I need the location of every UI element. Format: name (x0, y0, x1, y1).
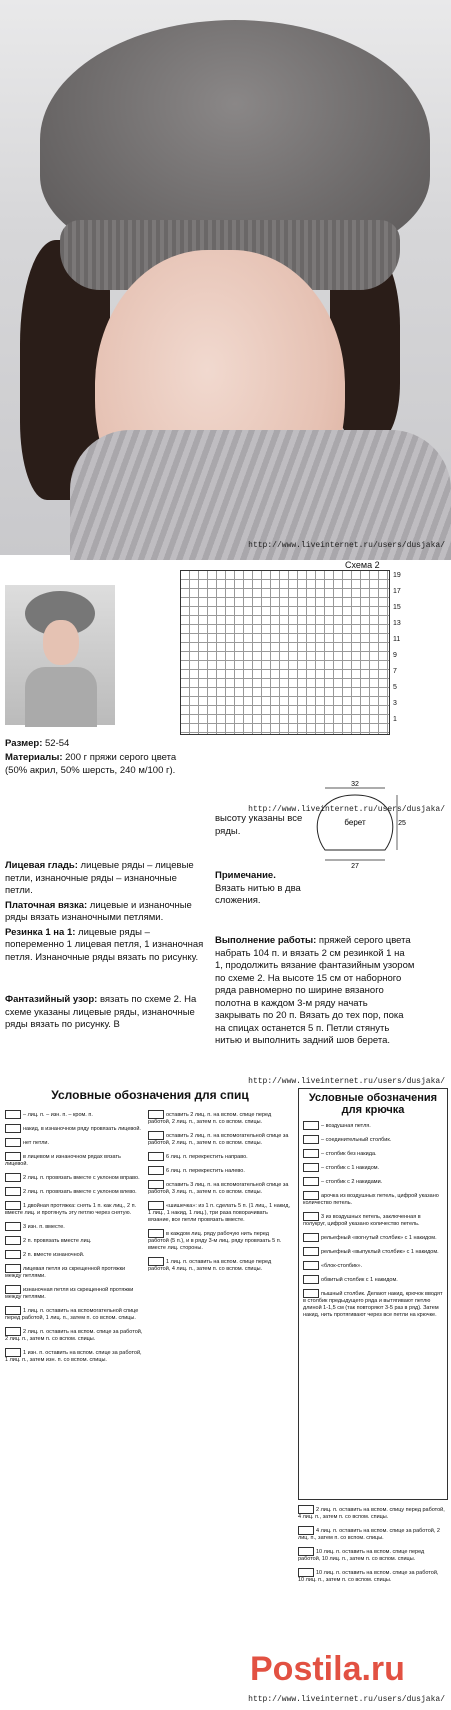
symbol-icon (303, 1233, 319, 1242)
legend-item: лицевая петля из скрещенной протяжки между петлями. (5, 1265, 126, 1279)
symbol-icon (303, 1191, 319, 1200)
row-number: 3 (393, 700, 397, 707)
beret-label: берет (344, 818, 366, 827)
legend-item: – столбик с 1 накидом. (303, 1163, 443, 1172)
para-fantazy: Фантазийный узор: вязать по схеме 2. На схеме указаны лицевые ряды, изнаночные ряды вязать по рисунку. В (5, 994, 197, 1030)
thumbnail-scarf (25, 667, 97, 727)
symbol-icon (148, 1180, 164, 1189)
work-instructions: Выполнение работы: пряжей серого цвета набрать 104 п. и вязать 2 см резинкой 1 на 1, продолжить вязание фантазийным узором по схеме 2. На высоте 15 см от наборного ряда равномерно по ширине вязаного полотна в каждом 3-м ряду начать закрывать по 20 п. Вязать до тех пор, пока на спицах останется 5 п. Петли стянуть нитью и выполнить задний шов берета. (215, 935, 415, 1046)
legend-item: рельефный «вогнутый столбик» с 1 накидом. (303, 1233, 443, 1242)
watermark-1: http://www.liveinternet.ru/users/dusjaka/ (248, 805, 445, 814)
symbol-icon (303, 1163, 319, 1172)
legend-item: оставить 2 лиц. п. на вспомогательной спице за работой, 2 лиц. п., затем п. со вспом. спицы. (148, 1132, 289, 1146)
legend-knit-list-2 (148, 1110, 290, 1278)
beret-bottom-dim: 27 (351, 863, 359, 870)
legend-item: в каждом лиц. ряду рабочую нить перед работой (5 п.), и в ряду 3-м лиц. ряду провязать 5 п. вместе лиц. стороны. (148, 1230, 282, 1251)
note: Примечание. Вязать нитью в два сложения. (215, 870, 301, 906)
row-number: 15 (393, 604, 401, 611)
legend-item: – лиц. п. – изн. п. – кром. п. (5, 1110, 143, 1119)
materials-label: Материалы: (5, 752, 63, 763)
symbol-icon (5, 1285, 21, 1294)
legend-item: 3 изн. п. вместе. (5, 1222, 143, 1231)
legend-item: 6 лиц. п. перекрестить налево. (148, 1166, 290, 1175)
size-label: Размер: (5, 738, 43, 749)
legend-item: пышный столбик. Делают накид, крючок вводят в столбик предыдущего ряда и вытягивают петлю длиной 1-1,5 см (так повторяют 3-5 раз в ряд). Затем накид, нить протягивают через все петли на крючке. (303, 1290, 443, 1318)
legend-item: 1 изн. п. оставить на вспом. спице за работой, 1 лиц. п., затем изн. п. со вспом. спицы. (5, 1349, 142, 1363)
legend-knit-header: Условные обозначения для спиц (51, 1088, 249, 1102)
legend-item: – столбик без накида. (303, 1149, 443, 1158)
legend-item: оставить 3 лиц. п. на вспомогательной спице за работой, 3 лиц. п., затем п. со вспом. спицы. (148, 1181, 289, 1195)
symbol-icon (5, 1222, 21, 1231)
symbol-icon (5, 1250, 21, 1259)
legend-bottom-list (298, 1505, 446, 1589)
symbol-icon (303, 1149, 319, 1158)
symbol-icon (148, 1201, 164, 1210)
legend-item: 2 п. провязать вместе лиц. (5, 1236, 143, 1245)
symbol-icon (5, 1173, 21, 1182)
beret-side-dim: 25 (398, 820, 406, 827)
size-line (5, 738, 185, 751)
watermark-photo: http://www.liveinternet.ru/users/dusjaka/ (248, 541, 445, 550)
beret-top-dim: 32 (351, 781, 359, 788)
legend-item: нет петли. (5, 1138, 143, 1147)
symbol-icon (303, 1289, 319, 1298)
beret-diagram (305, 780, 405, 870)
legend-item: накид, в изнаночном ряду провязать лицевой. (5, 1124, 143, 1133)
legend-crochet: Условные обозначения для крючка – воздушная петля. – соединительный столбик. – столбик без накида. – столбик с 1 накидом. – столбик с 2 накидами. арочка из воздушных петель, цифрой указано количество петель. 3 из воздушных петель, заключенная в полукруг, цифрой указано количество петель. рельефный «вогнутый столбик» с 1 накидом. рельефный «выпуклый столбик» с 1 накидом. «блок-столбик». обвитый столбик с 1 накидом. пышный столбик. Делают накид, крючок вводят в столбик предыдущего ряда и вытягивают петлю длиной 1-1,5 см (так повторяют 3-5 раз в ряд). Затем накид, нить протягивают через все петли на крючке. (298, 1088, 448, 1500)
symbol-icon (298, 1568, 314, 1577)
row-number: 5 (393, 684, 397, 691)
legend-item: изнаночная петля из скрещенной протяжки между петлями. (5, 1286, 134, 1300)
legend-item: 10 лиц. п. оставить на вспом. спице перед работой, 10 лиц. п., затем п. со вспом. спицы. (298, 1548, 425, 1562)
size-value: 52-54 (42, 738, 70, 749)
symbol-icon (5, 1152, 21, 1161)
symbol-icon (5, 1236, 21, 1245)
legend-item: – воздушная петля. (303, 1121, 443, 1130)
row-number: 9 (393, 652, 397, 659)
row-number: 1 (393, 716, 397, 723)
symbol-icon (5, 1264, 21, 1273)
legend-item: 3 из воздушных петель, заключенная в полукруг, цифрой указано количество петель. (303, 1213, 421, 1227)
model-photo (0, 0, 451, 555)
para-platochnaya: Платочная вязка: лицевые и изнаночные ряды вязать изнаночными петлями. (5, 899, 192, 923)
para-rezinka: Резинка 1 на 1: лицевые ряды – попеременно 1 лицевая петля, 1 изнаночная петля. Изнаночные ряды вязать по рисунку. (5, 926, 204, 963)
symbol-icon (5, 1124, 21, 1133)
symbol-icon (303, 1121, 319, 1130)
watermark-3: http://www.liveinternet.ru/users/dusjaka/ (248, 1695, 445, 1704)
materials-line (5, 752, 185, 777)
symbol-icon (5, 1306, 21, 1315)
legend-item: в лицевом и изнаночном рядах вязать лицевой. (5, 1153, 121, 1167)
symbol-icon (148, 1257, 164, 1266)
para-gladi: Лицевая гладь: лицевые ряды – лицевые петли, изнаночные ряды – изнаночные петли. (5, 860, 194, 896)
symbol-icon (5, 1327, 21, 1336)
watermark-2: http://www.liveinternet.ru/users/dusjaka/ (248, 1077, 445, 1086)
schema-grid (180, 570, 390, 735)
legend-item: рельефный «выпуклый столбик» с 1 накидом. (303, 1247, 443, 1256)
legend-item: обвитый столбик с 1 накидом. (303, 1275, 443, 1284)
col2-top: высоту указаны все ряды. (215, 813, 303, 837)
symbol-icon (148, 1229, 164, 1238)
row-numbers (393, 572, 413, 732)
legend-item: 2 лиц. п. оставить на вспом. спицу перед работой, 4 лиц. п., затем п. со вспом. спицы. (298, 1506, 445, 1520)
symbol-icon (298, 1505, 314, 1514)
thumbnail-photo (5, 585, 115, 725)
legend-item: «блок-столбик». (303, 1261, 443, 1270)
legend-item: «шишечка»: из 1 п. сделать 5 п. (1 лиц., 1 накид, 1 лиц., 1 накид, 1 лиц.), три раза поворачивать вязание, все петли провязать вместе. (148, 1202, 290, 1223)
row-number: 13 (393, 620, 401, 627)
symbol-icon (303, 1247, 319, 1256)
symbol-icon (303, 1275, 319, 1284)
symbol-icon (148, 1152, 164, 1161)
symbol-icon (298, 1526, 314, 1535)
schema-title: Схема 2 (345, 560, 380, 570)
symbol-icon (298, 1547, 314, 1556)
symbol-icon (303, 1135, 319, 1144)
symbol-icon (5, 1201, 21, 1210)
legend-item: 2 лиц. п. провязать вместе с уклоном влево. (5, 1187, 143, 1196)
symbol-icon (5, 1138, 21, 1147)
legend-item: 10 лиц. п. оставить на вспом. спице за работой, 10 лиц. п., затем п. со вспом. спицы. (298, 1569, 439, 1583)
symbol-icon (5, 1348, 21, 1357)
legend-item: оставить 2 лиц. п. на вспом. спице перед работой, 2 лиц. п., затем п. со вспом. спицы. (148, 1111, 272, 1125)
legend-item: 2 п. вместе изнаночной. (5, 1250, 143, 1259)
legend-item: 1 лиц. п. оставить на вспом. спице перед работой, 4 лиц. п., затем п. со вспом. спицы. (148, 1258, 272, 1272)
legend-item: 1 двойная протяжка: снять 1 п. как лиц., 2 п. вместе лиц. и протянуть эту петлю через снятую. (5, 1202, 137, 1216)
row-number: 11 (393, 636, 401, 643)
legend-knit-list (5, 1110, 143, 1369)
postila-watermark: Postila.ru (250, 1650, 405, 1688)
legend-crochet-list (299, 1119, 447, 1326)
symbol-icon (5, 1187, 21, 1196)
row-number: 7 (393, 668, 397, 675)
symbol-icon (5, 1110, 21, 1119)
legend-item: арочка из воздушных петель, цифрой указано количество петель. (303, 1192, 439, 1206)
row-number: 17 (393, 588, 401, 595)
legend-item: 4 лиц. п. оставить на вспом. спице за работой, 2 лиц. п., затем п. со вспом. спицы. (298, 1527, 440, 1541)
row-number: 19 (393, 572, 401, 579)
symbol-icon (303, 1212, 319, 1221)
symbol-icon (148, 1110, 164, 1119)
legend-item: 1 лиц. п. оставить на вспомогательной спице перед работой, 1 лиц. п., затем п. со вспом. спицы. (5, 1307, 139, 1321)
symbol-icon (303, 1261, 319, 1270)
materials-value: 200 г пряжи серого цвета (50% акрил, 50% шерсть, 240 м/100 г). (5, 752, 177, 776)
legend-item: 6 лиц. п. перекрестить направо. (148, 1152, 290, 1161)
legend-item: 2 лиц. п. провязать вместе с уклоном вправо. (5, 1173, 143, 1182)
col1-text (5, 860, 205, 1032)
legend-item: – соединительный столбик. (303, 1135, 443, 1144)
thumbnail-face (43, 620, 79, 665)
symbol-icon (303, 1177, 319, 1186)
symbol-icon (148, 1131, 164, 1140)
legend-item: – столбик с 2 накидами. (303, 1177, 443, 1186)
legend-item: 2 лиц. п. оставить на вспом. спице за работой, 2 лиц. п., затем п. со вспом. спицы. (5, 1328, 143, 1342)
symbol-icon (148, 1166, 164, 1175)
